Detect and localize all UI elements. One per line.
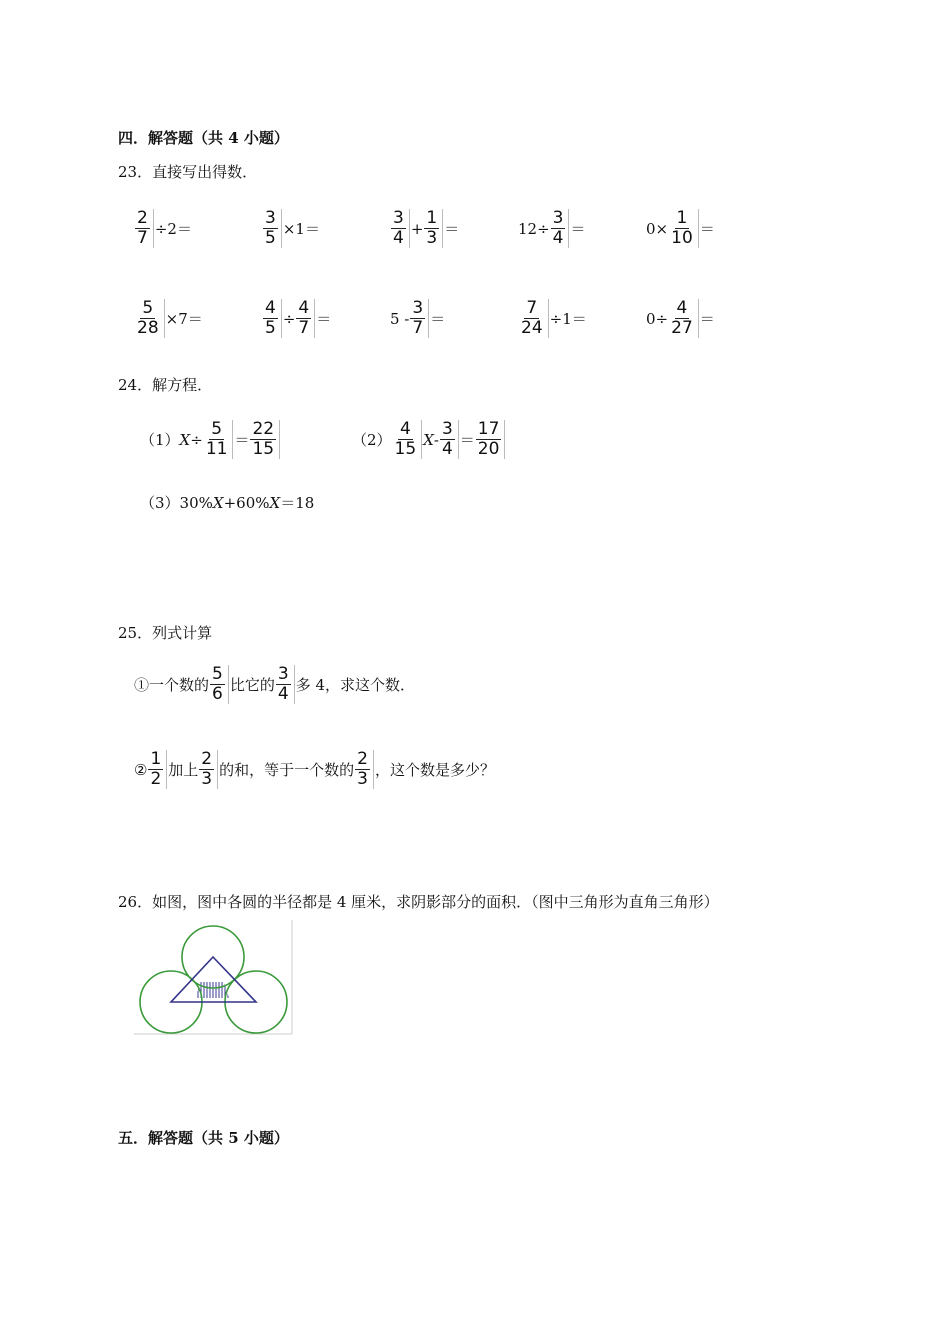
q25-sub-2: ② $\frac{1}{2}$ 加上 $\frac{2}{3}$ 的和，等于一个数的 $\frac{2}{3}$ ，这个数是多少？ bbox=[134, 749, 495, 789]
circles-triangle-figure bbox=[134, 920, 294, 1038]
q23-item-8: 5 - $\frac{3}{7}$ ＝ bbox=[390, 298, 446, 338]
q23-item-1: $\frac{2}{7}$ ÷2＝ bbox=[137, 208, 192, 248]
question-26-label: 26．如图，图中各圆的半径都是 4 厘米，求阴影部分的面积．（图中三角形为直角三角形） bbox=[118, 893, 719, 911]
q25-sub-1: ①一个数的 $\frac{5}{6}$ 比它的 $\frac{3}{4}$ 多 4，求这个数． bbox=[134, 664, 415, 704]
q23-item-3: $\frac{3}{4}$ + $\frac{1}{3}$ ＝ bbox=[393, 208, 460, 248]
q24-equation-1: （1） X ÷ $\frac{5}{11}$ ＝ $\frac{22}{15}$ bbox=[140, 420, 281, 459]
q23-item-9: $\frac{7}{24}$ ÷1＝ bbox=[521, 298, 587, 338]
q24-equation-3: （3） 30% X +60% X ＝18 bbox=[140, 493, 315, 512]
q23-item-6: $\frac{5}{28}$ ×7＝ bbox=[137, 298, 203, 338]
section-4-title: 四．解答题（共 4 小题） bbox=[118, 129, 289, 147]
question-25-label: 25．列式计算 bbox=[118, 624, 213, 642]
question-24-label: 24．解方程． bbox=[118, 376, 213, 394]
q23-item-4: 12÷ $\frac{3}{4}$ ＝ bbox=[518, 208, 586, 248]
q23-item-5: 0× $\frac{1}{10}$ ＝ bbox=[646, 208, 715, 248]
q23-item-10: 0÷ $\frac{4}{27}$ ＝ bbox=[646, 298, 715, 338]
q23-item-2: $\frac{3}{5}$ ×1＝ bbox=[265, 208, 320, 248]
q23-item-7: $\frac{4}{5}$ ÷ $\frac{4}{7}$ ＝ bbox=[265, 298, 332, 338]
section-5-title: 五．解答题（共 5 小题） bbox=[118, 1129, 289, 1147]
question-23-label: 23．直接写出得数． bbox=[118, 163, 258, 181]
q24-equation-2: （2） $\frac{4}{15}$ X - $\frac{3}{4}$ ＝ $\frac{17}{20}$ bbox=[352, 420, 506, 459]
